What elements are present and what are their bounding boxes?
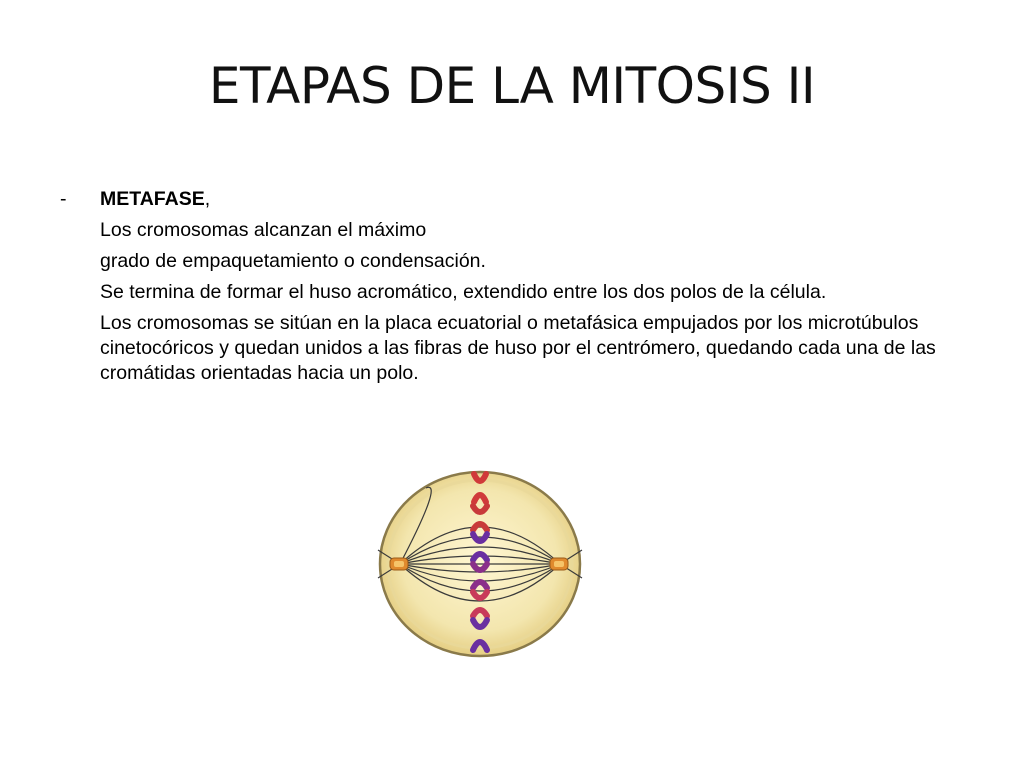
bullet-heading: [58, 184, 968, 215]
metaphase-figure: [364, 460, 594, 660]
slide-body: [58, 184, 968, 386]
paragraph-3: Se termina de formar el huso acromático, extendido entre los dos polos de la célula.: [100, 281, 827, 303]
left-centriole: [390, 558, 408, 570]
right-centriole: [550, 558, 568, 570]
metaphase-cell-illustration: [364, 460, 594, 660]
phase-heading: METAFASE: [100, 188, 205, 210]
paragraph-4: Los cromosomas se sitúan en la placa ecuatorial o metafásica empujados por los microtúbulos cinetocóricos y quedan unidos a las fibras de huso por el centrómero, quedando cada una de las cromátidas orientadas hacia un polo.: [100, 312, 936, 384]
slide-title: ETAPAS DE LA MITOSIS II: [208, 57, 816, 115]
bullet-marker: -: [60, 188, 67, 210]
paragraph-2: grado de empaquetamiento o condensación.: [100, 250, 486, 272]
phase-heading-suffix: ,: [204, 188, 211, 210]
paragraph-1: Los cromosomas alcanzan el máximo: [100, 219, 427, 241]
